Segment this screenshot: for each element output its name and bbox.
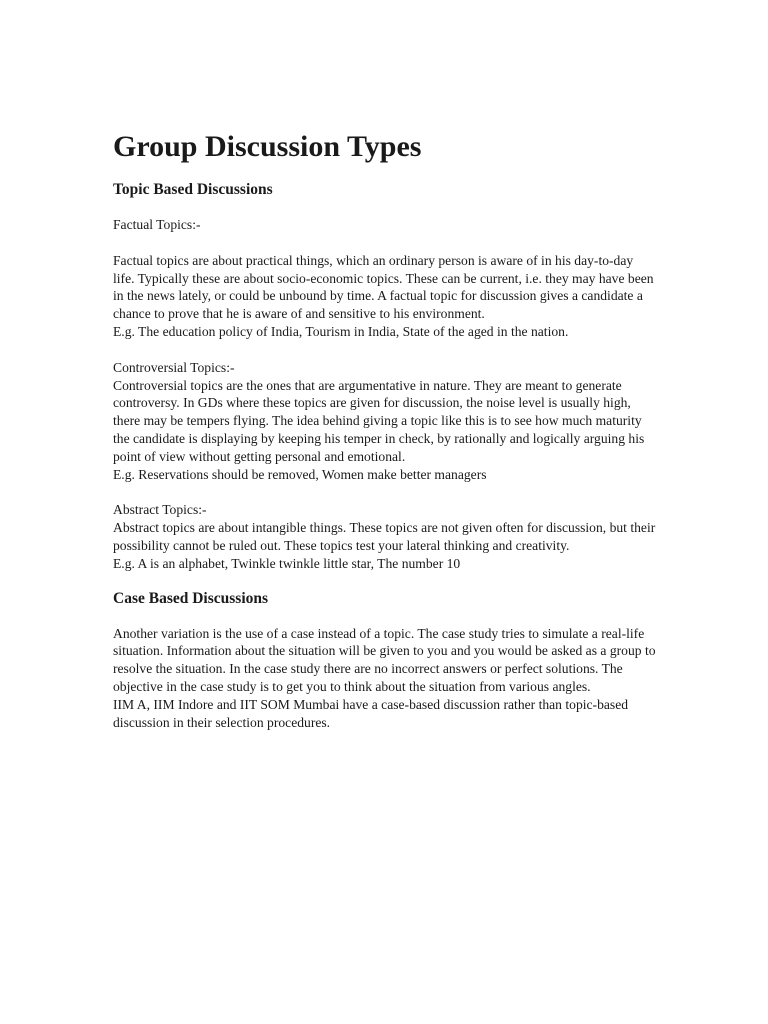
case-based-body: Another variation is the use of a case instead of a topic. The case study tries to simulate a real-life situation. Information about the situation will be given to you and you would be asked as a group to resolve the situation. In the case study there are no incorrect answers or perfect solutions. The objective in the case study is to get you to think about the situation from various angles.: [113, 625, 656, 694]
page-title: Group Discussion Types: [113, 130, 422, 163]
document-page: [113, 128, 658, 731]
case-based-note: IIM A, IIM Indore and IIT SOM Mumbai have a case-based discussion rather than topic-based discussion in their selection procedures.: [113, 696, 629, 730]
abstract-topics-label: Abstract Topics:-: [113, 502, 207, 518]
abstract-topics-example: E.g. A is an alphabet, Twinkle twinkle little star, The number 10: [113, 555, 461, 571]
factual-topics-label: Factual Topics:-: [113, 217, 201, 232]
controversial-topics-example: E.g. Reservations should be removed, Women make better managers: [113, 466, 487, 482]
controversial-topics-label: Controversial Topics:-: [113, 359, 235, 375]
abstract-topics-body: Abstract topics are about intangible things. These topics are not given often for discussion, but their possibility cannot be ruled out. These topics test your lateral thinking and creativity.: [113, 520, 656, 553]
controversial-topics-body: Controversial topics are the ones that are argumentative in nature. They are meant to generate controversy. In GDs where these topics are given for discussion, the noise level is usually high, there may be tempers flying. The idea behind giving a topic like this is to see how much maturity the candidate is displaying by keeping his temper in check, by rationally and logically arguing his point of view without getting personal and emotional.: [113, 377, 645, 464]
factual-topics-body: Factual topics are about practical things, which an ordinary person is aware of in his day-to-day life. Typically these are about socio-economic topics. These can be current, i.e. they may have been in the news lately, or could be unbound by time. A factual topic for discussion gives a candidate a chance to prove that he is aware of and sensitive to his environment.: [113, 252, 654, 322]
factual-topics-example: E.g. The education policy of India, Tourism in India, State of the aged in the nation.: [113, 323, 569, 339]
section-heading-case-based: Case Based Discussions: [113, 589, 269, 607]
section-heading-topic-based: Topic Based Discussions: [113, 181, 273, 198]
